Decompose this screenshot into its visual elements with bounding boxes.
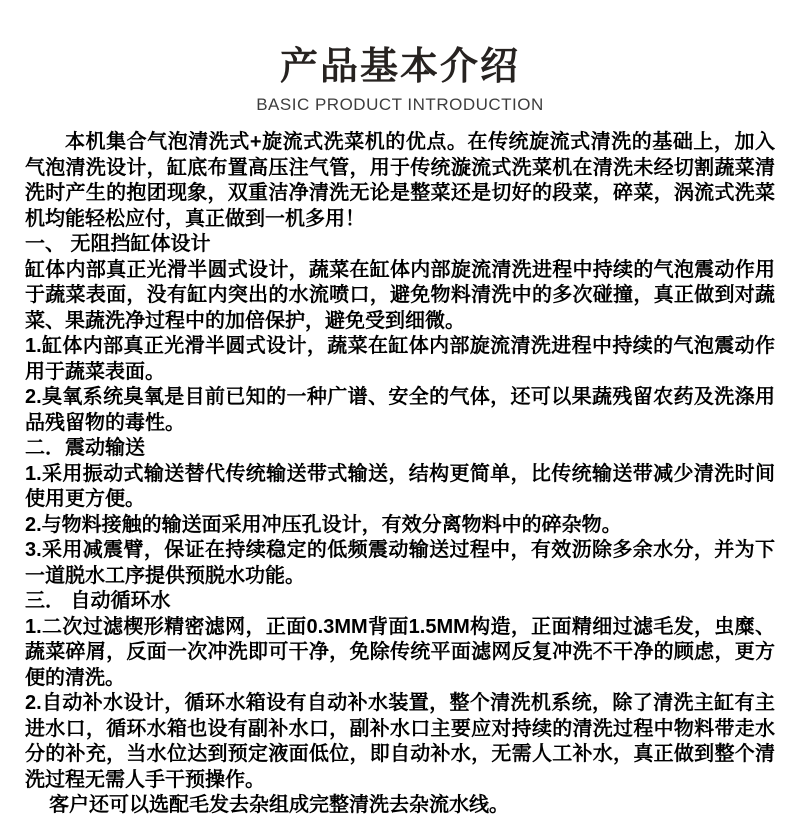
paragraph: 客户还可以选配毛发去杂组成完整清洗去杂流水线。: [49, 794, 509, 816]
paragraph: 2.臭氧系统臭氧是目前已知的一种广谱、安全的气体，还可以果蔬残留农药及洗涤用品残留物的毒性。: [25, 386, 775, 434]
paragraph: 2.与物料接触的输送面采用冲压孔设计，有效分离物料中的碎杂物。: [25, 513, 622, 536]
paragraph: 3.采用减震臂，保证在持续稳定的低频震动输送过程中，有效沥除多余水分，并为下一道脱水工序提供预脱水功能。: [25, 539, 775, 587]
page-title: 产品基本介绍: [279, 46, 520, 88]
body-paragraphs: [25, 130, 775, 819]
paragraph: 2.自动补水设计，循环水箱设有自动补水装置，整个清洗机系统，除了清洗主缸有主进水口，循环水箱也设有副补水口，副补水口主要应对持续的清洗过程中物料带走水分的补充，当水位达到预定液面低位，即自动补水，无需人工补水，真正做到整个清洗过程无需人手干预操作。: [25, 692, 775, 791]
paragraph: 1.缸体内部真正光滑半圆式设计，蔬菜在缸体内部旋流清洗进程中持续的气泡震动作用于蔬菜表面。: [25, 335, 775, 383]
paragraph: 一、 无阻挡缸体设计: [25, 233, 211, 255]
paragraph: 本机集合气泡清洗式+旋流式洗菜机的优点。在传统旋流式清洗的基础上，加入气泡清洗设计，缸底布置高压注气管，用于传统漩流式洗菜机在清洗未经切割蔬菜清洗时产生的抱团现象，双重洁净清洗无论是整菜还是切好的段菜，碎菜，涡流式洗菜机均能轻松应付，真正做到一机多用！: [25, 131, 775, 230]
paragraph: 1.二次过滤楔形精密滤网，正面0.3MM背面1.5MM构造，正面精细过滤毛发，虫糜、蔬菜碎屑，反面一次冲洗即可干净，免除传统平面滤网反复冲洗不干净的顾虑，更方便的清洗。: [25, 615, 775, 689]
paragraph: 1.采用振动式输送替代传统输送带式输送，结构更简单，比传统输送带减少清洗时间使用更方便。: [25, 462, 775, 510]
paragraph: 三． 自动循环水: [25, 590, 171, 612]
page-subtitle: BASIC PRODUCT INTRODUCTION: [256, 95, 544, 114]
page-header: [0, 0, 800, 114]
paragraph: 缸体内部真正光滑半圆式设计，蔬菜在缸体内部旋流清洗进程中持续的气泡震动作用于蔬菜表面，没有缸内突出的水流喷口，避免物料清洗中的多次碰撞，真正做到对蔬菜、果蔬洗净过程中的加倍保护，避免受到细微。: [25, 258, 775, 332]
paragraph: 二．震动输送: [25, 437, 145, 459]
